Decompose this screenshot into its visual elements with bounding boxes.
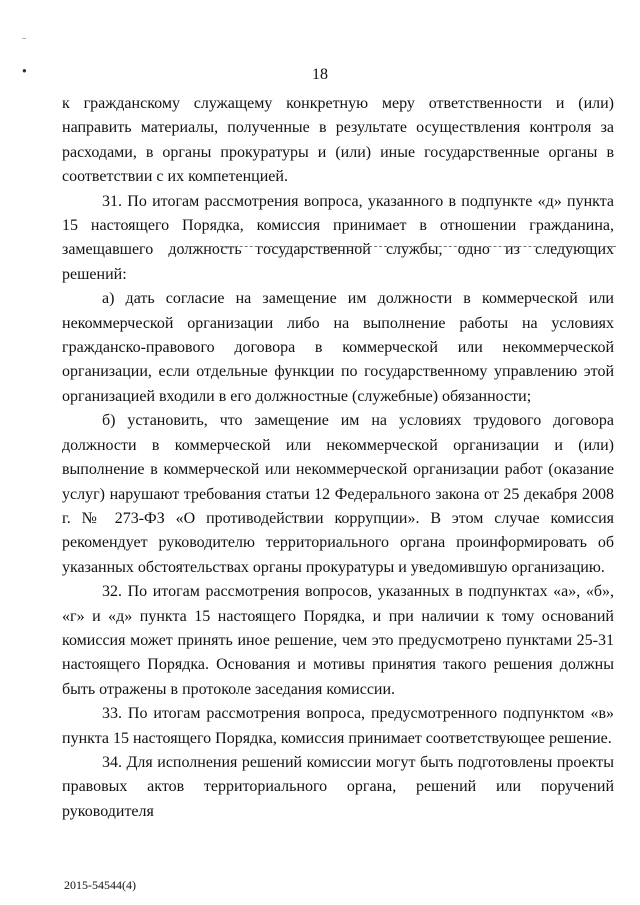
page-number: 18 <box>312 66 328 83</box>
scan-mark-top: − <box>22 34 27 43</box>
paragraph-32: 32. По итогам рассмотрения вопросов, указанных в подпунктах «а», «б», «г» и «д» пункта 15 настоящего Порядка, и при наличии к тому оснований комиссия может принять иное решение, чем это предусмотрено пунктами 25-31 настоящего Порядка. Основания и мотивы принятия такого решения должны быть отражены в протоколе заседания комиссии. <box>62 583 614 698</box>
scan-underline <box>180 246 616 247</box>
footer-document-code: 2015-54544(4) <box>64 878 136 892</box>
paragraph-34: 34. Для исполнения решений комиссии могут быть подготовлены проекты правовых актов территориального органа, решений или поручений руководителя <box>62 753 614 820</box>
paragraph-31: 31. По итогам рассмотрения вопроса, указанного в подпункте «д» пункта 15 настоящего Порядка, комиссия принимает в отношении гражданина, замещавшего должность государственной службы, одно из следующих решений: <box>62 192 614 283</box>
scan-mark-dot: ● <box>22 66 27 75</box>
paragraph-33: 33. По итогам рассмотрения вопроса, предусмотренного подпунктом «в» пункта 15 настоящего Порядка, комиссия принимает соответствующее решение. <box>62 705 614 747</box>
document-body <box>62 92 614 824</box>
paragraph-31-a: а) дать согласие на замещение им должности в коммерческой или некоммерческой организации либо на выполнение работы на условиях гражданско-правового договора в коммерческой или некоммерческой организации, если отдельные функции по государственному управлению этой организацией входили в его должностные (служебные) обязанности; <box>62 290 614 405</box>
paragraph-31-b: б) установить, что замещение им на условиях трудового договора должности в коммерческой или некоммерческой организации и (или) выполнение в коммерческой или некоммерческой организации работ (оказание услуг) нарушают требования статьи 12 Федерального закона от 25 декабря 2008 г. № 273-ФЗ «О противодействии коррупции». В этом случае комиссия рекомендует руководителю территориального органа проинформировать об указанных обстоятельствах органы прокуратуры и уведомившую организацию. <box>62 412 614 576</box>
paragraph-continuation: к гражданскому служащему конкретную меру ответственности и (или) направить материалы, полученные в результате осуществления контроля за расходами, в органы прокуратуры и (или) иные государственные органы в соответствии с их компетенцией. <box>62 95 614 186</box>
